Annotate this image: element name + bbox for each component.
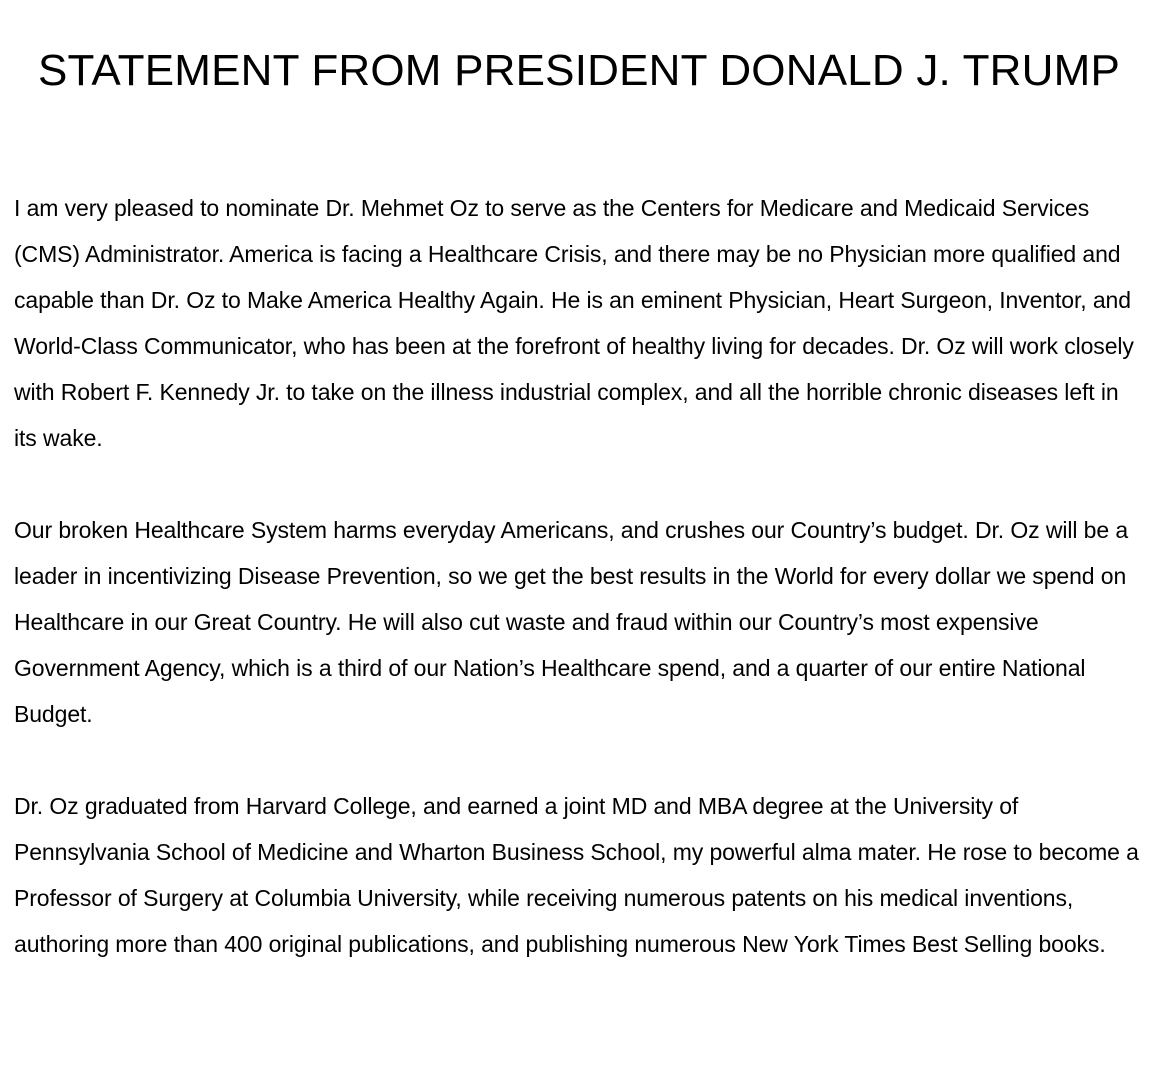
paragraph-biography: Dr. Oz graduated from Harvard College, and earned a joint MD and MBA degree at the University of Pennsylvania School of Medicine and Wharton Business School, my powerful alma mater. He rose to become a Professor of Surgery at Columbia University, while receiving numerous patents on his medical inventions, authoring more than 400 original publications, and publishing numerous New York Times Best Selling books. (14, 793, 1139, 957)
statement-document (14, 0, 1144, 967)
statement-title: STATEMENT FROM PRESIDENT DONALD J. TRUMP (37, 46, 1121, 95)
statement-body (14, 185, 1144, 967)
paragraph-healthcare-system: Our broken Healthcare System harms everyday Americans, and crushes our Country’s budget. Dr. Oz will be a leader in incentivizing Disease Prevention, so we get the best results in the World for every dollar we spend on Healthcare in our Great Country. He will also cut waste and fraud within our Country’s most expensive Government Agency, which is a third of our Nation’s Healthcare spend, and a quarter of our entire National Budget. (14, 517, 1129, 727)
paragraph-nomination: I am very pleased to nominate Dr. Mehmet Oz to serve as the Centers for Medicare and Medicaid Services (CMS) Administrator. America is facing a Healthcare Crisis, and there may be no Physician more qualified and capable than Dr. Oz to Make America Healthy Again. He is an eminent Physician, Heart Surgeon, Inventor, and World-Class Communicator, who has been at the forefront of healthy living for decades. Dr. Oz will work closely with Robert F. Kennedy Jr. to take on the illness industrial complex, and all the horrible chronic diseases left in its wake. (14, 195, 1134, 451)
